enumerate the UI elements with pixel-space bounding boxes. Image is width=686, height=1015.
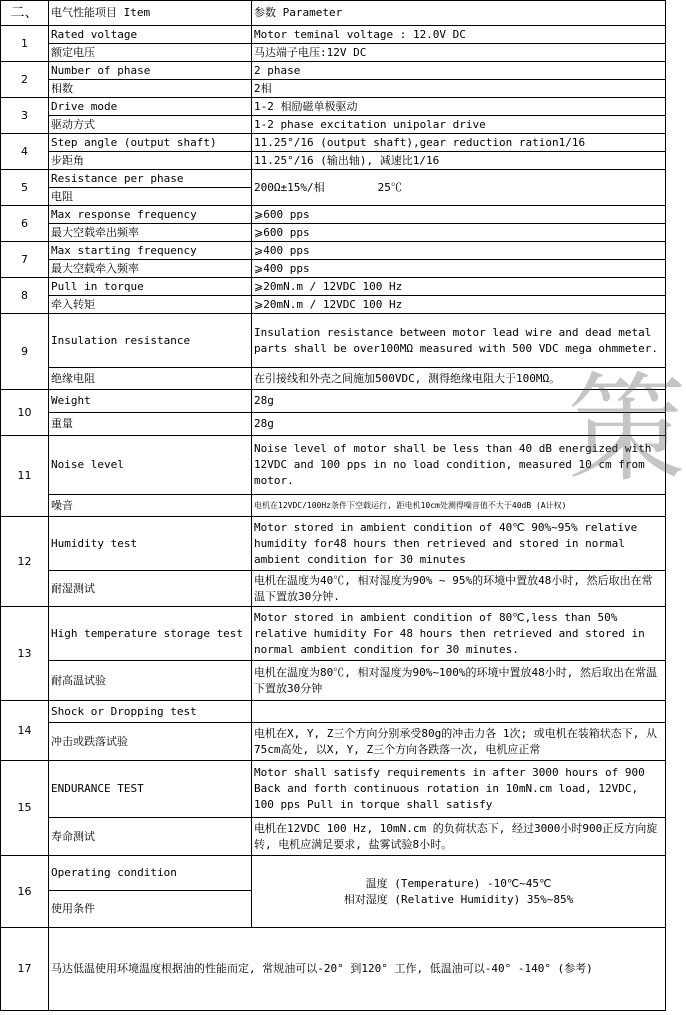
table-row: [1, 98, 666, 116]
table-row: [1, 661, 666, 701]
row-number: 5: [1, 170, 49, 206]
param-value: Motor teminal voltage : 12.0V DC: [252, 26, 666, 44]
row-number: 2: [1, 62, 49, 98]
oil-temperature-note: 马达低温使用环境温度根据油的性能而定, 常规油可以-20° 到120° 工作, 低温油可以-40° -140° (参考): [49, 928, 666, 1011]
item-en: Noise level: [49, 436, 252, 495]
param-value: 2相: [252, 80, 666, 98]
param-value: 电机在X, Y, Z三个方向分别承受80g的冲击力各 1次; 或电机在装箱状态下, 从75cm高处, 以X, Y, Z三个方向各跌落一次, 电机应正常: [252, 723, 666, 761]
item-en: Pull in torque: [49, 278, 252, 296]
item-cn: 相数: [49, 80, 252, 98]
row-number: 10: [1, 390, 49, 436]
operating-condition-cell: [252, 856, 666, 928]
item-cn: 耐高温试验: [49, 661, 252, 701]
item-cn: 最大空载牵出频率: [49, 224, 252, 242]
param-value: 电机在温度为80℃, 相对湿度为90%~100%的环境中置放48小时, 然后取出在常温下置放30分钟: [252, 661, 666, 701]
table-row: [1, 571, 666, 607]
table-row: [1, 368, 666, 390]
table-row: [1, 928, 666, 1011]
item-en: Max starting frequency: [49, 242, 252, 260]
section-label: 二、: [1, 1, 49, 26]
item-en: Insulation resistance: [49, 314, 252, 368]
item-en: ENDURANCE TEST: [49, 761, 252, 818]
item-cn: 牵入转矩: [49, 296, 252, 314]
item-cn: 电阻: [49, 188, 252, 206]
param-value: 1-2 phase excitation unipolar drive: [252, 116, 666, 134]
param-value: ⩾400 pps: [252, 242, 666, 260]
row-number: 12: [1, 517, 49, 607]
table-row: [1, 206, 666, 224]
item-en: Rated voltage: [49, 26, 252, 44]
table-row: [1, 701, 666, 723]
watermark-glyph: 策: [568, 360, 686, 498]
row-number: 17: [1, 928, 49, 1011]
table-row: [1, 296, 666, 314]
table-row: [1, 761, 666, 818]
table-row: [1, 242, 666, 260]
row-number: 13: [1, 607, 49, 701]
item-cn: 耐湿测试: [49, 571, 252, 607]
table-row: [1, 607, 666, 661]
param-value: 马达端子电压:12V DC: [252, 44, 666, 62]
row-number: 6: [1, 206, 49, 242]
table-row: [1, 436, 666, 495]
item-en: High temperature storage test: [49, 607, 252, 661]
param-value: ⩾600 pps: [252, 206, 666, 224]
row-number: 16: [1, 856, 49, 928]
row-number: 9: [1, 314, 49, 390]
table-row: [1, 517, 666, 571]
param-value: 在引接线和外壳之间施加500VDC, 测得绝缘电阻大于100MΩ。: [252, 368, 666, 390]
item-cn: 步距角: [49, 152, 252, 170]
item-cn: 使用条件: [49, 891, 252, 928]
item-en: Shock or Dropping test: [49, 701, 252, 723]
row-number: 11: [1, 436, 49, 517]
table-row: [1, 80, 666, 98]
item-en: Weight: [49, 390, 252, 413]
item-cn: 寿命测试: [49, 818, 252, 856]
item-cn: 重量: [49, 413, 252, 436]
item-cn: 驱动方式: [49, 116, 252, 134]
table-row: [1, 44, 666, 62]
table-row: [1, 495, 666, 517]
param-value: 电机在12VDC/100Hz条件下空载运行, 距电机10cm处测得噪音值不大于40dB (A计权): [252, 495, 666, 517]
table-row: [1, 170, 666, 188]
table-row: [1, 26, 666, 44]
table-row: [1, 62, 666, 80]
param-value: 电机在温度为40℃, 相对湿度为90% ~ 95%的环境中置放48小时, 然后取出在常温下置放30分钟.: [252, 571, 666, 607]
param-value: 电机在12VDC 100 Hz, 10mN.cm 的负荷状态下, 经过3000小时900正反方向旋转, 电机应满足要求, 盐雾试验8小时。: [252, 818, 666, 856]
param-value: 2 phase: [252, 62, 666, 80]
table-row: [1, 224, 666, 242]
param-value: Motor shall satisfy requirements in after 3000 hours of 900 Back and forth continuous rotation in 10mN.cm load, 12VDC, 100 pps Pull in torque shall satisfy: [252, 761, 666, 818]
param-value: 28g: [252, 413, 666, 436]
row-number: 8: [1, 278, 49, 314]
param-value: ⩾400 pps: [252, 260, 666, 278]
table-row: [1, 278, 666, 296]
table-header-row: [1, 1, 666, 26]
table-row: [1, 152, 666, 170]
param-value: ⩾20mN.m / 12VDC 100 Hz: [252, 296, 666, 314]
param-value: Motor stored in ambient condition of 40℃ 90%~95% relative humidity for48 hours then retrieved and stored in normal ambient condition for 30 minutes: [252, 517, 666, 571]
table-row: [1, 116, 666, 134]
item-header: 电气性能项目 Item: [49, 1, 252, 26]
item-cn: 最大空载牵入频率: [49, 260, 252, 278]
item-en: Humidity test: [49, 517, 252, 571]
item-cn: 冲击或跌落试验: [49, 723, 252, 761]
table-row: [1, 856, 666, 891]
table-row: [1, 390, 666, 413]
param-value: 28g: [252, 390, 666, 413]
param-value: Noise level of motor shall be less than 40 dB energized with 12VDC and 100 pps in no load condition, measured 10 cm from motor.: [252, 436, 666, 495]
param-value: ⩾600 pps: [252, 224, 666, 242]
param-value: 200Ω±15%/相 25℃: [252, 170, 666, 206]
item-en: Operating condition: [49, 856, 252, 891]
param-value: Insulation resistance between motor lead wire and dead metal parts shall be over100MΩ measured with 500 VDC mega ohmmeter.: [252, 314, 666, 368]
table-row: [1, 314, 666, 368]
row-number: 3: [1, 98, 49, 134]
table-row: [1, 413, 666, 436]
table-row: [1, 134, 666, 152]
item-en: Resistance per phase: [49, 170, 252, 188]
param-value: ⩾20mN.m / 12VDC 100 Hz: [252, 278, 666, 296]
item-cn: 额定电压: [49, 44, 252, 62]
item-en: Number of phase: [49, 62, 252, 80]
param-value: [252, 701, 666, 723]
item-en: Max response frequency: [49, 206, 252, 224]
item-cn: 绝缘电阻: [49, 368, 252, 390]
temperature-range: 温度 (Temperature) -10℃~45℃: [365, 876, 552, 890]
row-number: 1: [1, 26, 49, 62]
item-cn: 噪音: [49, 495, 252, 517]
item-en: Drive mode: [49, 98, 252, 116]
row-number: 15: [1, 761, 49, 856]
humidity-range: 相对湿度 (Relative Humidity) 35%~85%: [343, 892, 574, 906]
row-number: 14: [1, 701, 49, 761]
row-number: 4: [1, 134, 49, 170]
param-value: 11.25°/16 (输出轴), 减速比1/16: [252, 152, 666, 170]
row-number: 7: [1, 242, 49, 278]
table-row: [1, 723, 666, 761]
param-value: Motor stored in ambient condition of 80℃,less than 50% relative humidity For 48 hours then retrieved and stored in normal ambient condition for 30 minutes.: [252, 607, 666, 661]
param-value: 11.25°/16 (output shaft),gear reduction ration1/16: [252, 134, 666, 152]
table-row: [1, 260, 666, 278]
table-row: [1, 818, 666, 856]
param-value: 1-2 相励磁单极驱动: [252, 98, 666, 116]
item-en: Step angle (output shaft): [49, 134, 252, 152]
param-header: 参数 Parameter: [252, 1, 666, 26]
